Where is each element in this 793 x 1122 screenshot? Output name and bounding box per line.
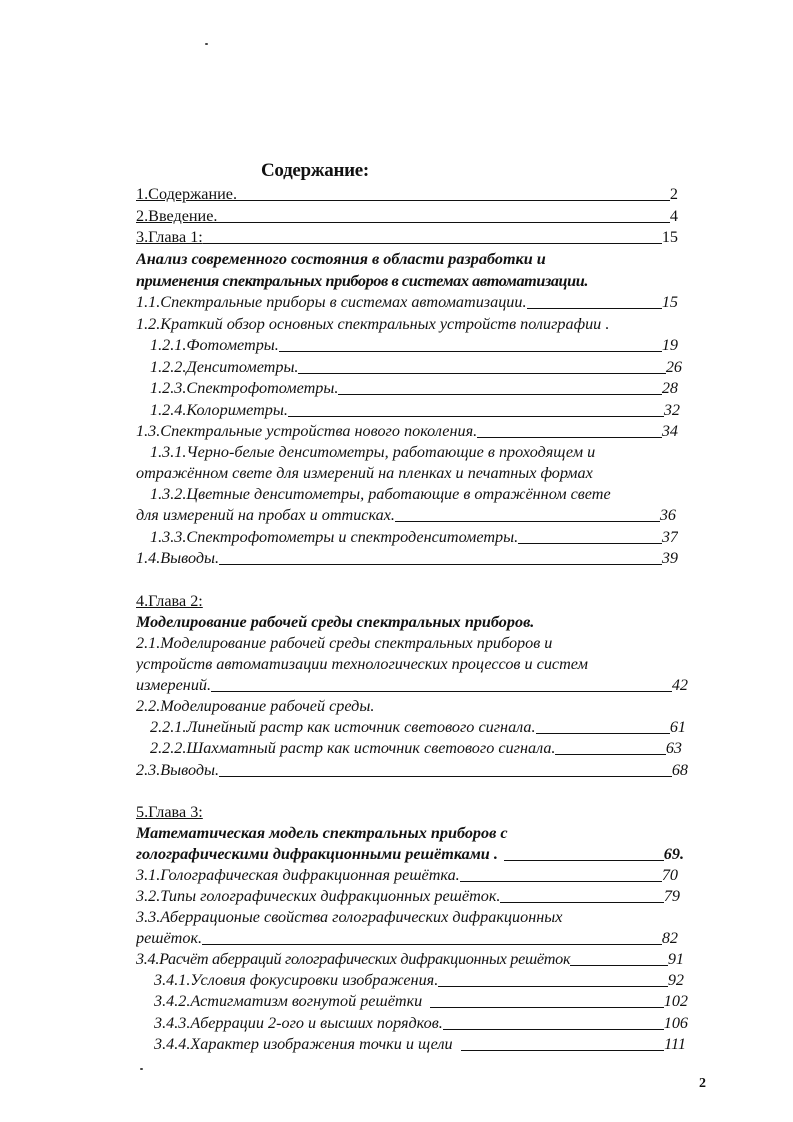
toc-row: 3.4.3.Аберрации 2-ого и высших порядков. 106 <box>154 1014 688 1032</box>
toc-row: 3.2.Типы голографических дифракционных решёток. 79 <box>136 887 680 905</box>
toc-row: 3.4.Расчёт аберраций голографических дифракционных решёток 91 <box>136 950 684 968</box>
chapter-heading: Математическая модель спектральных приборов с <box>136 824 508 842</box>
toc-row: измерений. 42 <box>136 676 688 694</box>
toc-row: устройств автоматизации технологических процессов и систем <box>136 655 588 673</box>
toc-row: 3.1.Голографическая дифракционная решётка. 70 <box>136 866 678 884</box>
toc-row: 1.3.2.Цветные денситометры, работающие в отражённом свете <box>150 485 611 503</box>
toc-row: 1.3.3.Спектрофотометры и спектроденситометры. 37 <box>150 528 678 546</box>
toc-row: 1.2.1.Фотометры. 19 <box>150 336 678 354</box>
toc-row: 3.Глава 1: 15 <box>136 228 678 246</box>
toc-row: решёток. 82 <box>136 929 678 947</box>
toc-row: 1.Содержание. 2 <box>136 185 678 203</box>
toc-row: 2.3.Выводы. 68 <box>136 761 688 779</box>
chapter-heading: Моделирование рабочей среды спектральных приборов. <box>136 613 535 631</box>
page-number: 2 <box>699 1076 706 1091</box>
chapter-heading: применения спектральных приборов в системах автоматизации. <box>136 272 589 290</box>
chapter-heading: голографическими дифракционными решётками . 69. <box>136 845 684 863</box>
toc-row: 2.2.1.Линейный растр как источник светового сигнала. 61 <box>150 718 686 736</box>
toc-row: 2.2.Моделирование рабочей среды. <box>136 697 375 715</box>
toc-row: 3.4.2.Астигматизм вогнутой решётки 102 <box>154 992 688 1010</box>
chapter-heading: Анализ современного состояния в области разработки и <box>136 250 546 268</box>
toc-row: 1.2.Краткий обзор основных спектральных устройств полиграфии . <box>136 315 610 333</box>
toc-row: 3.3.Аберрационые свойства голографических дифракционных <box>136 908 563 926</box>
scan-speck <box>205 43 208 45</box>
toc-row: 3.4.4.Характер изображения точки и щели 111 <box>154 1035 686 1053</box>
page-title: Содержание: <box>261 160 369 181</box>
toc-row: для измерений на пробах и оттисках. 36 <box>136 506 676 524</box>
toc-row: 3.4.1.Условия фокусировки изображения. 92 <box>154 971 684 989</box>
scan-speck <box>140 1068 143 1070</box>
toc-row: 1.1.Спектральные приборы в системах автоматизации. 15 <box>136 293 678 311</box>
toc-row: 1.3.1.Черно-белые денситометры, работающие в проходящем и <box>150 443 596 461</box>
chapter-label: 4.Глава 2: <box>136 592 203 610</box>
toc-row: 1.2.3.Спектрофотометры. 28 <box>150 379 678 397</box>
toc-row: отражённом свете для измерений на пленках и печатных формах <box>136 464 593 482</box>
toc-row: 2.2.2.Шахматный растр как источник светового сигнала. 63 <box>150 739 682 757</box>
toc-row: 2.1.Моделирование рабочей среды спектральных приборов и <box>136 634 553 652</box>
chapter-label: 5.Глава 3: <box>136 803 203 821</box>
toc-row: 1.4.Выводы. 39 <box>136 549 678 567</box>
toc-row: 1.3.Спектральные устройства нового поколения. 34 <box>136 422 678 440</box>
toc-row: 1.2.4.Колориметры. 32 <box>150 401 680 419</box>
toc-row: 2.Введение. 4 <box>136 207 678 225</box>
toc-row: 1.2.2.Денситометры. 26 <box>150 358 682 376</box>
